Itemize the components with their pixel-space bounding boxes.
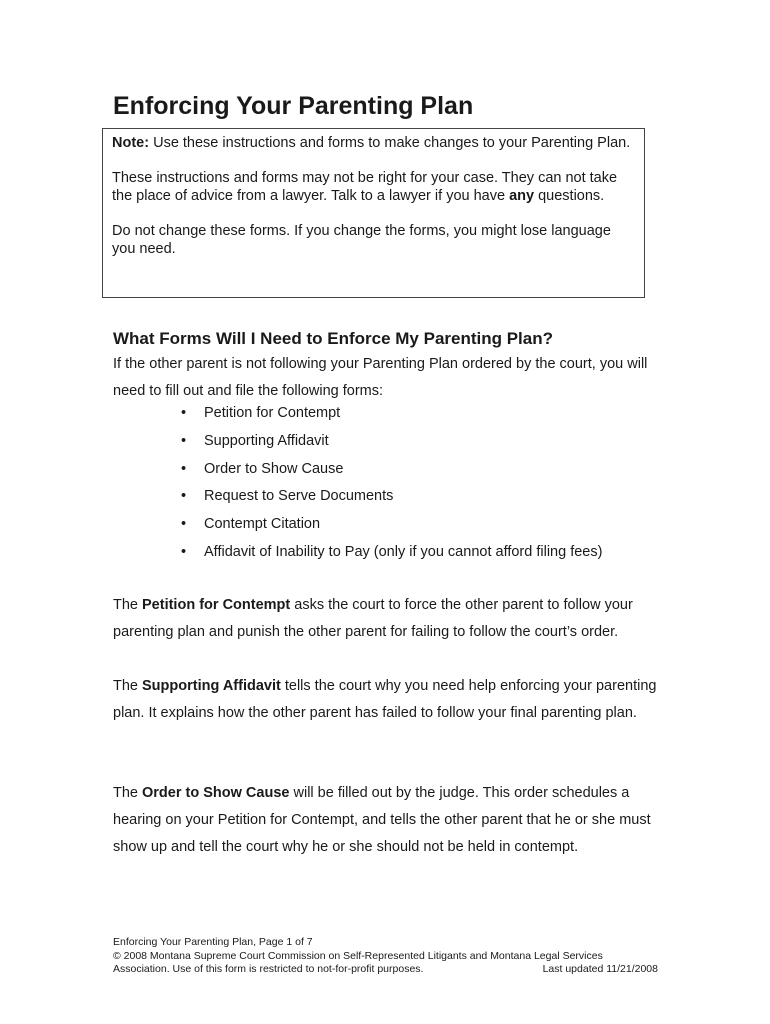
footer-row (113, 963, 658, 977)
disclaimer-emphasis: any (509, 188, 535, 204)
order-term: Order to Show Cause (142, 785, 290, 801)
footer-restriction: Association. Use of this form is restricted to not-for-profit purposes. (113, 963, 424, 975)
list-item: • Request to Serve Documents (181, 483, 602, 511)
petition-paragraph (113, 592, 661, 646)
petition-pre: The (113, 597, 143, 613)
note-text: Use these instructions and forms to make changes to your Parenting Plan. (149, 135, 631, 151)
affidavit-paragraph (113, 673, 661, 727)
order-text: will be filled out by the judge. This order schedules a hearing on your Petition for Contempt, and tells the other parent that he or she must show up and tell the court why he or she should not be held in contempt. (113, 785, 651, 855)
list-item: • Affidavit of Inability to Pay (only if you cannot afford filing fees) (181, 539, 602, 567)
order-paragraph (113, 780, 661, 861)
forms-list (181, 400, 602, 567)
section-intro: If the other parent is not following your Parenting Plan ordered by the court, you will need to fill out and file the following forms: (113, 356, 648, 399)
list-item: • Supporting Affidavit (181, 428, 602, 456)
disclaimer-paragraph (112, 169, 635, 205)
order-pre: The (113, 785, 143, 801)
disclaimer-end: questions. (534, 188, 605, 204)
disclaimer-text: These instructions and forms may not be right for your case. They can not take the place of advice from a lawyer. Talk to a lawyer if you have (112, 170, 618, 204)
footer-page-info: Enforcing Your Parenting Plan, Page 1 of 7 (113, 936, 313, 948)
note-label: Note: (112, 135, 150, 151)
affidavit-term: Supporting Affidavit (142, 678, 281, 694)
affidavit-text: tells the court why you need help enforcing your parenting plan. It explains how the other parent has failed to follow your final parenting plan. (113, 678, 657, 721)
note-box (102, 128, 645, 298)
page-title: Enforcing Your Parenting Plan (113, 92, 474, 120)
affidavit-pre: The (113, 678, 143, 694)
warning-paragraph: Do not change these forms. If you change the forms, you might lose language you need. (112, 223, 611, 257)
footer-copyright: © 2008 Montana Supreme Court Commission on Self-Represented Litigants and Montana Legal Services (113, 949, 603, 962)
list-item: • Petition for Contempt (181, 400, 602, 428)
page-footer (113, 936, 658, 977)
petition-text: asks the court to force the other parent to follow your parenting plan and punish the other parent for failing to follow the court’s order. (113, 597, 633, 640)
section-heading: What Forms Will I Need to Enforce My Parenting Plan? (113, 329, 554, 348)
footer-last-updated: Last updated 11/21/2008 (542, 963, 658, 975)
note-paragraph (112, 134, 635, 152)
list-item: • Contempt Citation (181, 511, 602, 539)
list-item: • Order to Show Cause (181, 456, 602, 484)
petition-term: Petition for Contempt (142, 597, 291, 613)
